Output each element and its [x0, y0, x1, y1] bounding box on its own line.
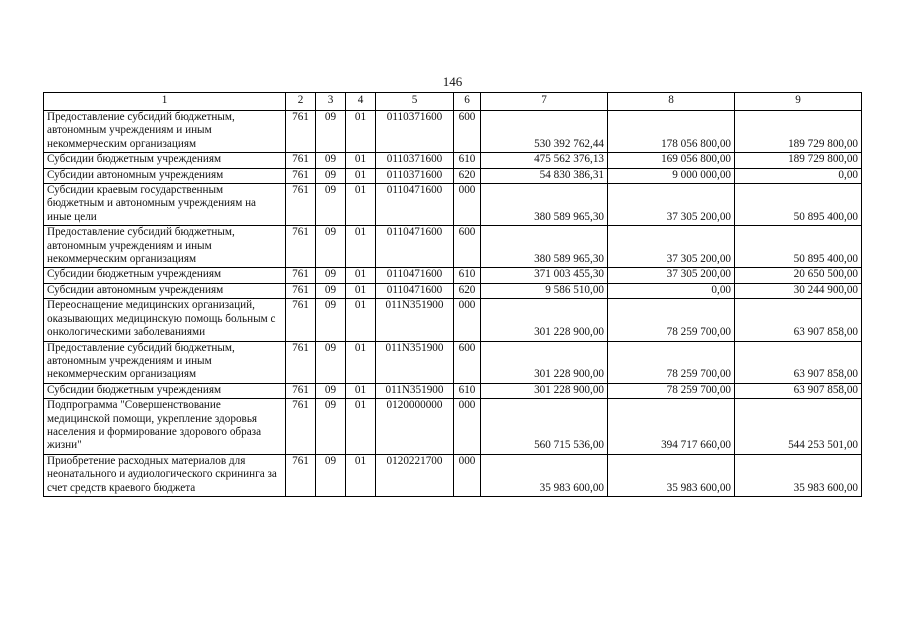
ministry-code-cell: 761	[286, 184, 316, 226]
amount-col9-cell: 544 253 501,00	[735, 399, 862, 455]
section-code-cell: 09	[316, 268, 346, 283]
target-article-cell: 011N351900	[376, 299, 454, 341]
amount-col7-cell: 475 562 376,13	[481, 153, 608, 168]
expense-type-cell: 000	[454, 184, 481, 226]
subsection-code-cell: 01	[346, 341, 376, 383]
expense-type-cell: 600	[454, 226, 481, 268]
row-name-cell: Предоставление субсидий бюджетным, автономным учреждениям и иным некоммерческим организациям	[44, 226, 286, 268]
subsection-code-cell: 01	[346, 383, 376, 398]
amount-col7-cell: 301 228 900,00	[481, 299, 608, 341]
amount-col8-cell: 37 305 200,00	[608, 184, 735, 226]
subsection-code-cell: 01	[346, 399, 376, 455]
amount-col8-cell: 78 259 700,00	[608, 383, 735, 398]
expense-type-cell: 600	[454, 341, 481, 383]
section-code-cell: 09	[316, 283, 346, 298]
amount-col9-cell: 35 983 600,00	[735, 454, 862, 496]
table-row	[44, 283, 862, 298]
amount-col9-cell: 30 244 900,00	[735, 283, 862, 298]
ministry-code-cell: 761	[286, 226, 316, 268]
section-code-cell: 09	[316, 111, 346, 153]
ministry-code-cell: 761	[286, 454, 316, 496]
amount-col8-cell: 78 259 700,00	[608, 299, 735, 341]
amount-col9-cell: 0,00	[735, 168, 862, 183]
target-article-cell: 011N351900	[376, 383, 454, 398]
expense-type-cell: 610	[454, 268, 481, 283]
subsection-code-cell: 01	[346, 184, 376, 226]
table-row	[44, 299, 862, 341]
target-article-cell: 0110471600	[376, 226, 454, 268]
column-header: 9	[735, 93, 862, 111]
row-name-cell: Предоставление субсидий бюджетным, автономным учреждениям и иным некоммерческим организациям	[44, 341, 286, 383]
table-row	[44, 341, 862, 383]
column-header: 8	[608, 93, 735, 111]
amount-col7-cell: 35 983 600,00	[481, 454, 608, 496]
amount-col9-cell: 189 729 800,00	[735, 153, 862, 168]
amount-col8-cell: 169 056 800,00	[608, 153, 735, 168]
budget-table	[43, 92, 862, 497]
amount-col7-cell: 380 589 965,30	[481, 226, 608, 268]
section-code-cell: 09	[316, 399, 346, 455]
subsection-code-cell: 01	[346, 268, 376, 283]
amount-col8-cell: 37 305 200,00	[608, 226, 735, 268]
row-name-cell: Субсидии краевым государственным бюджетным и автономным учреждениям на иные цели	[44, 184, 286, 226]
ministry-code-cell: 761	[286, 283, 316, 298]
target-article-cell: 0110471600	[376, 184, 454, 226]
row-name-cell: Субсидии автономным учреждениям	[44, 168, 286, 183]
amount-col9-cell: 63 907 858,00	[735, 383, 862, 398]
section-code-cell: 09	[316, 184, 346, 226]
ministry-code-cell: 761	[286, 153, 316, 168]
expense-type-cell: 000	[454, 454, 481, 496]
section-code-cell: 09	[316, 383, 346, 398]
amount-col8-cell: 9 000 000,00	[608, 168, 735, 183]
amount-col7-cell: 560 715 536,00	[481, 399, 608, 455]
ministry-code-cell: 761	[286, 168, 316, 183]
table-row	[44, 153, 862, 168]
row-name-cell: Переоснащение медицинских организаций, оказывающих медицинскую помощь больным с онкологическими заболеваниями	[44, 299, 286, 341]
row-name-cell: Субсидии бюджетным учреждениям	[44, 383, 286, 398]
table-row	[44, 454, 862, 496]
expense-type-cell: 000	[454, 299, 481, 341]
target-article-cell: 0110471600	[376, 268, 454, 283]
amount-col7-cell: 301 228 900,00	[481, 341, 608, 383]
subsection-code-cell: 01	[346, 168, 376, 183]
ministry-code-cell: 761	[286, 299, 316, 341]
amount-col9-cell: 50 895 400,00	[735, 226, 862, 268]
column-header: 6	[454, 93, 481, 111]
column-header: 5	[376, 93, 454, 111]
section-code-cell: 09	[316, 454, 346, 496]
row-name-cell: Приобретение расходных материалов для неонатального и аудиологического скрининга за счет средств краевого бюджета	[44, 454, 286, 496]
row-name-cell: Субсидии бюджетным учреждениям	[44, 153, 286, 168]
amount-col8-cell: 394 717 660,00	[608, 399, 735, 455]
row-name-cell: Подпрограмма "Совершенствование медицинской помощи, укрепление здоровья населения и формирование здорового образа жизни"	[44, 399, 286, 455]
amount-col9-cell: 63 907 858,00	[735, 299, 862, 341]
subsection-code-cell: 01	[346, 111, 376, 153]
ministry-code-cell: 761	[286, 383, 316, 398]
section-code-cell: 09	[316, 299, 346, 341]
table-row	[44, 268, 862, 283]
subsection-code-cell: 01	[346, 153, 376, 168]
amount-col8-cell: 37 305 200,00	[608, 268, 735, 283]
amount-col7-cell: 9 586 510,00	[481, 283, 608, 298]
page-number: 146	[442, 74, 463, 89]
expense-type-cell: 610	[454, 383, 481, 398]
ministry-code-cell: 761	[286, 399, 316, 455]
expense-type-cell: 610	[454, 153, 481, 168]
column-header: 7	[481, 93, 608, 111]
expense-type-cell: 000	[454, 399, 481, 455]
target-article-cell: 0110471600	[376, 283, 454, 298]
amount-col7-cell: 54 830 386,31	[481, 168, 608, 183]
table-row	[44, 399, 862, 455]
amount-col9-cell: 63 907 858,00	[735, 341, 862, 383]
table-row	[44, 383, 862, 398]
table-row	[44, 168, 862, 183]
expense-type-cell: 620	[454, 168, 481, 183]
table-row	[44, 184, 862, 226]
column-header: 2	[286, 93, 316, 111]
subsection-code-cell: 01	[346, 454, 376, 496]
amount-col9-cell: 20 650 500,00	[735, 268, 862, 283]
column-header: 3	[316, 93, 346, 111]
target-article-cell: 0120221700	[376, 454, 454, 496]
target-article-cell: 011N351900	[376, 341, 454, 383]
header-row	[44, 93, 862, 111]
column-header: 4	[346, 93, 376, 111]
table-row	[44, 111, 862, 153]
amount-col7-cell: 380 589 965,30	[481, 184, 608, 226]
target-article-cell: 0110371600	[376, 168, 454, 183]
target-article-cell: 0120000000	[376, 399, 454, 455]
subsection-code-cell: 01	[346, 299, 376, 341]
ministry-code-cell: 761	[286, 341, 316, 383]
amount-col9-cell: 189 729 800,00	[735, 111, 862, 153]
row-name-cell: Субсидии автономным учреждениям	[44, 283, 286, 298]
ministry-code-cell: 761	[286, 268, 316, 283]
ministry-code-cell: 761	[286, 111, 316, 153]
amount-col7-cell: 371 003 455,30	[481, 268, 608, 283]
expense-type-cell: 620	[454, 283, 481, 298]
target-article-cell: 0110371600	[376, 153, 454, 168]
section-code-cell: 09	[316, 341, 346, 383]
table-row	[44, 226, 862, 268]
section-code-cell: 09	[316, 168, 346, 183]
section-code-cell: 09	[316, 226, 346, 268]
amount-col7-cell: 530 392 762,44	[481, 111, 608, 153]
row-name-cell: Предоставление субсидий бюджетным, автономным учреждениям и иным некоммерческим организациям	[44, 111, 286, 153]
amount-col8-cell: 78 259 700,00	[608, 341, 735, 383]
amount-col9-cell: 50 895 400,00	[735, 184, 862, 226]
row-name-cell: Субсидии бюджетным учреждениям	[44, 268, 286, 283]
section-code-cell: 09	[316, 153, 346, 168]
amount-col8-cell: 35 983 600,00	[608, 454, 735, 496]
column-header: 1	[44, 93, 286, 111]
amount-col8-cell: 0,00	[608, 283, 735, 298]
subsection-code-cell: 01	[346, 283, 376, 298]
amount-col8-cell: 178 056 800,00	[608, 111, 735, 153]
target-article-cell: 0110371600	[376, 111, 454, 153]
subsection-code-cell: 01	[346, 226, 376, 268]
expense-type-cell: 600	[454, 111, 481, 153]
amount-col7-cell: 301 228 900,00	[481, 383, 608, 398]
